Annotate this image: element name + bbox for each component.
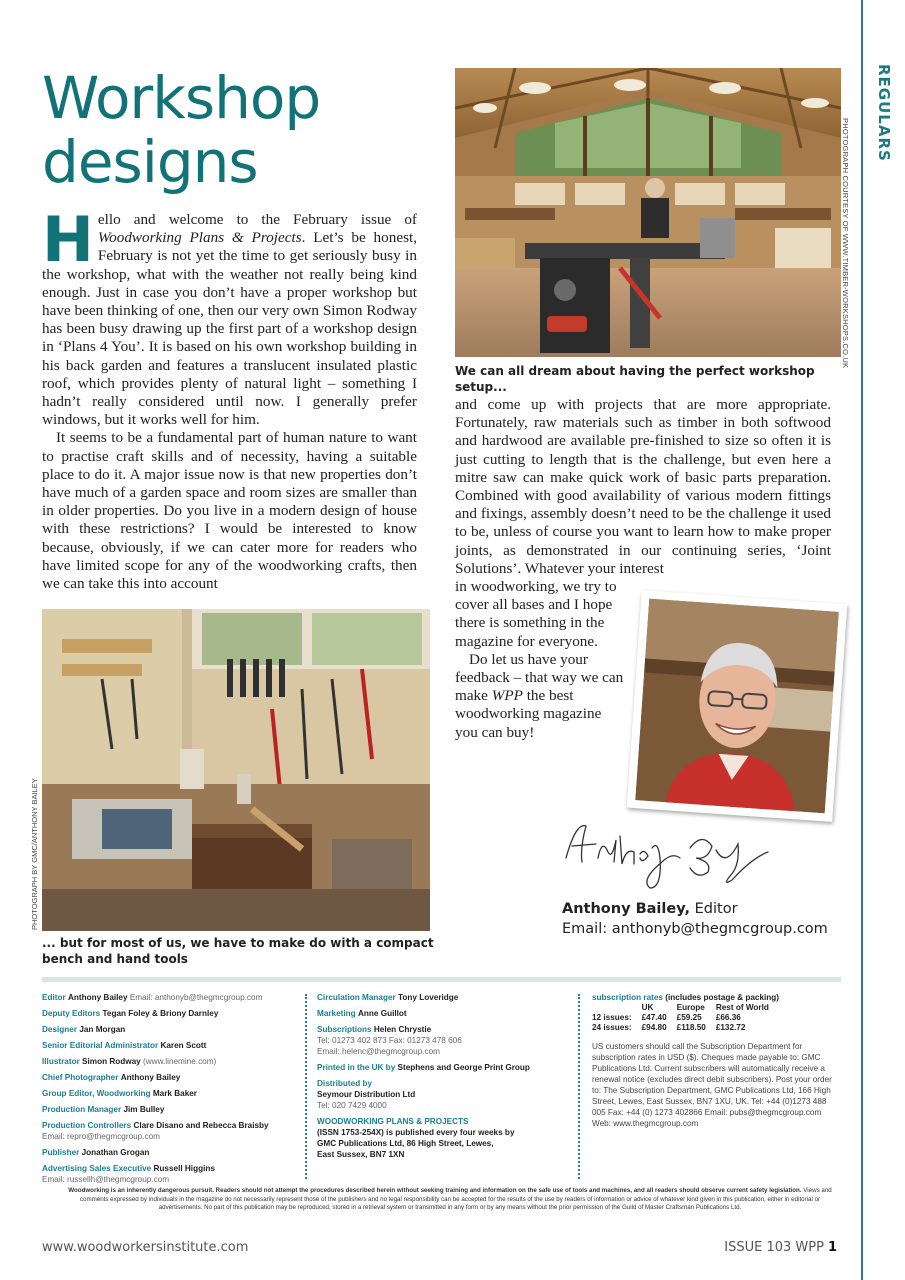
credit-printer: Printed in the UK by Stephens and George Print Group (317, 1063, 530, 1072)
credits-column-staff (42, 992, 297, 1190)
workshop-photo (455, 68, 841, 357)
rates-title: subscription rates (includes postage & packing) (592, 993, 779, 1002)
credit-distributor: Distributed by Seymour Distribution Ltd Tel: 020 7429 4000 (317, 1079, 416, 1110)
credit-senior-admin: Senior Editorial Administrator Karen Scott (42, 1041, 207, 1050)
credit-publisher: Publisher Jonathan Grogan (42, 1148, 150, 1157)
credit-editor: Editor Anthony Bailey Email: anthonyb@thegmcgroup.com (42, 993, 263, 1002)
bench-photo (42, 609, 430, 931)
editor-portrait (627, 590, 848, 822)
photo-credit-top: PHOTOGRAPH COURTESY OF WWW.TIMBER-WORKSHOPS.CO.UK (841, 118, 850, 369)
editor-name: Anthony Bailey, Editor (562, 901, 738, 917)
credits-column-distribution (317, 992, 562, 1165)
credit-illustrator: Illustrator Simon Rodway (www.linemine.com) (42, 1057, 217, 1066)
safety-disclaimer: Woodworking is an inherently dangerous pursuit. Readers should not attempt the procedures described herein without seeking training and information on the safe use of tools and machines, and all readers should observe current safety legislation. Views and comments expressed by individuals in the magazine do not necessarily represent those of the publishers and no legal responsibility can be accepted for the results of the use by readers of information or advice of whatever kind given in this publication, either in editorial or advertisements. No part of this publication may be reproduced, stored in a retrieval system or transmitted in any form or by any means without the prior permission of the Guild of Master Craftsman Publications Ltd. (68, 1187, 832, 1212)
intro-paragraph-1: Hello and welcome to the February issue of Woodworking Plans & Projects. Let’s be honest, February is not yet the time to get seriously busy in the workshop, what with the weather not really being kind enough. Just in case you don’t have a proper workshop but have been thinking of one, then our very own Simon Rodway has been busy drawing up the first part of a workshop design in ‘Plans 4 You’. It is based on his own workshop building in his back garden and features a translucent insulated plastic roof, which provides plenty of natural light – something I hadn’t really considered until now. I generally prefer windows, but it works well for him. (42, 203, 417, 429)
rates-header-row: UK Europe Rest of World (641, 1003, 769, 1012)
photo-credit-bench: PHOTOGRAPH BY GMC/ANTHONY BAILEY (30, 778, 39, 930)
footer-url: www.woodworkersinstitute.com (42, 1240, 249, 1255)
credits-column-rates (592, 992, 842, 1129)
rates-row: 12 issues: £47.40 £59.25 £66.36 (592, 1013, 741, 1022)
right-paragraph-1-cont: in woodworking, we try to cover all bases and I hope there is something in the magazine for everyone. (455, 578, 617, 650)
section-tab: REGULARS (875, 64, 893, 162)
page-number: 1 (827, 1240, 837, 1255)
intro-paragraph-2: It seems to be a fundamental part of human nature to want to practise craft skills and of necessity, having a suitable place to do it. A major issue now is that new properties don’t have much of a garden space and room sizes are smaller than in older properties. Do you live in a modern design of house with these restrictions? I would be interested to know because, obviously, if we can cater more for readers who have limited scope for any of the woodworking crafts, then we can take this into account (42, 429, 417, 593)
credit-subscriptions: Subscriptions Helen Chrystie Tel: 01273 402 873 Fax: 01273 478 606 Email: helenc@thegmcgroup.com (317, 1025, 462, 1056)
credit-production-controllers: Production Controllers Clare Disano and Rebecca Braisby Email: repro@thegmcgroup.com (42, 1121, 269, 1141)
intro-column (42, 203, 417, 593)
credit-publication-info: WOODWORKING PLANS & PROJECTS (ISSN 1753-254X) is published every four weeks by GMC Publications Ltd, 86 High Street, Lewes, East Sussex, BN7 1XN (317, 1117, 515, 1159)
dropcap: H (42, 203, 94, 276)
rates-table (592, 1003, 779, 1033)
separator-band (42, 977, 841, 982)
page-title: Workshop designs (42, 64, 321, 196)
rates-row: 24 issues: £94.80 £118.50 £132.72 (592, 1023, 746, 1032)
editor-signature (562, 818, 772, 894)
right-paragraph-2: Do let us have your feedback – that way we can make WPP the best woodworking magazine you can buy! (455, 650, 624, 741)
credit-advertising: Advertising Sales Executive Russell Higgins Email: russellh@thegmcgroup.com (42, 1164, 215, 1184)
editor-email: Email: anthonyb@thegmcgroup.com (562, 921, 828, 937)
credit-circulation: Circulation Manager Tony Loveridge (317, 993, 459, 1002)
workshop-caption: We can all dream about having the perfect workshop setup... (455, 364, 815, 394)
credit-marketing: Marketing Anne Guillot (317, 1009, 407, 1018)
footer-issue: ISSUE 103 WPP 1 (724, 1240, 837, 1255)
credit-deputy-editors: Deputy Editors Tegan Foley & Briony Darnley (42, 1009, 219, 1018)
credit-group-editor: Group Editor, Woodworking Mark Baker (42, 1089, 197, 1098)
credit-chief-photographer: Chief Photographer Anthony Bailey (42, 1073, 181, 1082)
credits-divider-2 (578, 994, 580, 1179)
credit-designer: Designer Jan Morgan (42, 1025, 126, 1034)
rates-notes: US customers should call the Subscription Department for subscription rates in USD ($). Cheques made payable to: GMC Publications Ltd. Current subscribers will automatically receive a renewal notice (excludes direct debit subscribers). Post your order to: The Subscription Department, GMC Publications Ltd, 166 High Street, Lewes, East Sussex, BN7 1XU, UK. Tel: +44 (0)1273 488 005 Fax: +44 (0) 1273 402866 Email: pubs@thegmcgroup.com Web: www.thegmcgroup.com (592, 1042, 832, 1128)
bench-caption: ... but for most of us, we have to make do with a compact bench and hand tools (42, 936, 434, 966)
credits-divider-1 (305, 994, 307, 1179)
right-paragraph-1: and come up with projects that are more appropriate. Fortunately, raw materials such as timber in both softwood and hardwood are available pre-finished to size so often it is just cutting to length that is the challenge, but even here a mitre saw can make quick work of basic parts preparation. Combined with good availability of various modern fittings and fixings, assembly doesn’t need to be the challenge it used to be, unless of course you want to learn how to make proper joints, as demonstrated in our continuing series, ‘Joint Solutions’. Whatever your interest (455, 396, 831, 577)
margin-rule (861, 0, 863, 1280)
credit-production-manager: Production Manager Jim Bulley (42, 1105, 165, 1114)
